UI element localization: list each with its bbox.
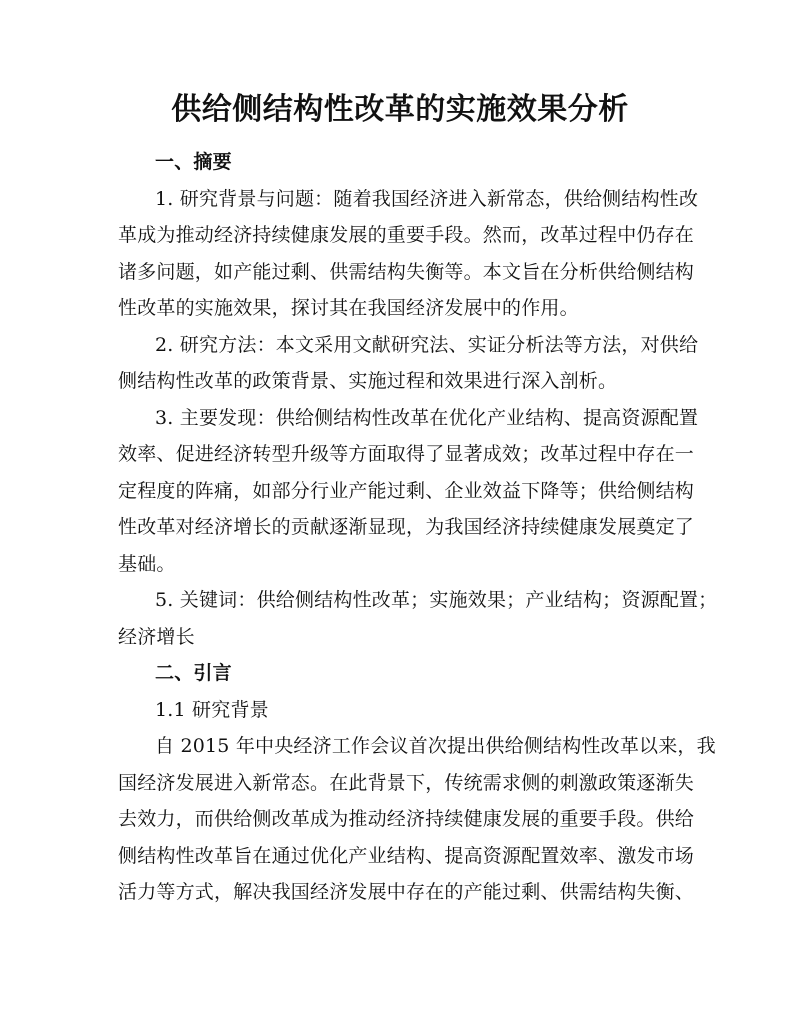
- section-heading-introduction: 二、引言: [155, 662, 232, 684]
- paragraph-line: 自 2015 年中央经济工作会议首次提出供给侧结构性改革以来，我: [155, 735, 716, 757]
- paragraph-line: 革成为推动经济持续健康发展的重要手段。然而，改革过程中仍存在: [118, 224, 695, 246]
- paragraph-line: 侧结构性改革旨在通过优化产业结构、提高资源配置效率、激发市场: [118, 845, 695, 867]
- paragraph-line: 性改革对经济增长的贡献逐渐显现，为我国经济持续健康发展奠定了: [118, 516, 695, 538]
- paragraph-line: 2. 研究方法：本文采用文献研究法、实证分析法等方法，对供给: [155, 334, 699, 356]
- paragraph-line: 1. 研究背景与问题：随着我国经济进入新常态，供给侧结构性改: [155, 188, 699, 210]
- paragraph-line: 基础。: [118, 553, 176, 575]
- paragraph-line: 经济增长: [118, 626, 195, 648]
- paragraph-line: 去效力，而供给侧改革成为推动经济持续健康发展的重要手段。供给: [118, 808, 695, 830]
- paragraph-line: 诸多问题，如产能过剩、供需结构失衡等。本文旨在分析供给侧结构: [118, 261, 695, 283]
- paragraph-line: 活力等方式，解决我国经济发展中存在的产能过剩、供需结构失衡、: [118, 881, 695, 903]
- section-heading-abstract: 一、摘要: [155, 151, 232, 173]
- document-title: 供给侧结构性改革的实施效果分析: [171, 92, 629, 127]
- paragraph-line: 国经济发展进入新常态。在此背景下，传统需求侧的刺激政策逐渐失: [118, 772, 695, 794]
- paragraph-line: 3. 主要发现：供给侧结构性改革在优化产业结构、提高资源配置: [155, 407, 699, 429]
- paragraph-line: 效率、促进经济转型升级等方面取得了显著成效；改革过程中存在一: [118, 443, 695, 465]
- subsection-heading: 1.1 研究背景: [155, 699, 269, 721]
- paragraph-line: 5. 关键词：供给侧结构性改革；实施效果；产业结构；资源配置；: [155, 589, 718, 611]
- paragraph-line: 定程度的阵痛，如部分行业产能过剩、企业效益下降等；供给侧结构: [118, 480, 695, 502]
- paragraph-line: 性改革的实施效果，探讨其在我国经济发展中的作用。: [118, 297, 579, 319]
- paragraph-line: 侧结构性改革的政策背景、实施过程和效果进行深入剖析。: [118, 370, 618, 392]
